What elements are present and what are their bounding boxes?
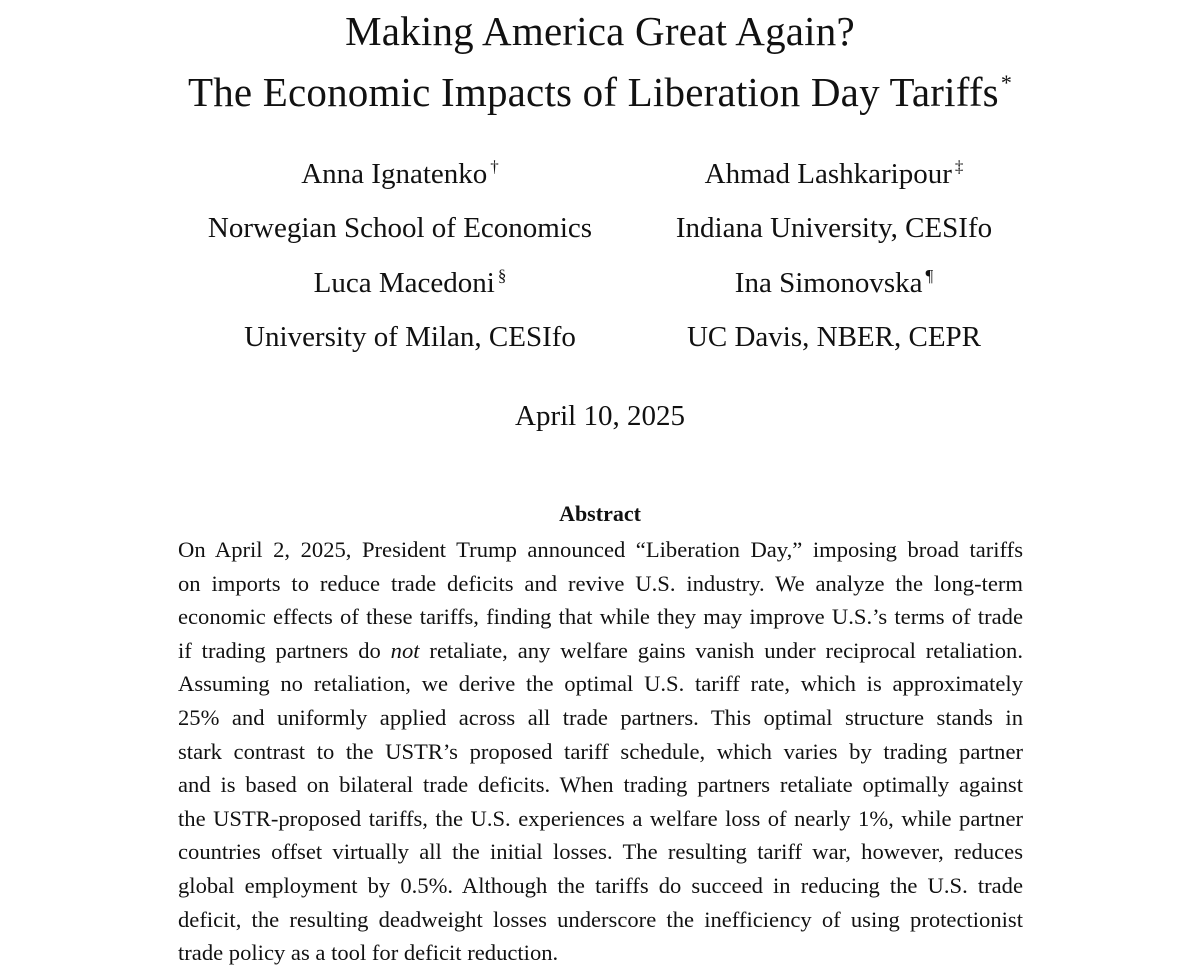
author-name: Ina Simonovska [734, 267, 923, 299]
author-affiliation: UC Davis, NBER, CEPR [686, 321, 982, 353]
paper-title-line-2 [0, 67, 1200, 124]
paper-title-text: The Economic Impacts of Liberation Day Tariffs [187, 69, 999, 115]
abstract-line: economic effects of these tariffs, finding that while they may improve U.S.’s terms of trade [178, 604, 1023, 630]
author-footnote-mark[interactable]: † [490, 157, 499, 176]
author-footnote-mark[interactable]: ‡ [954, 157, 964, 176]
author-affiliation: Indiana University, CESIfo [675, 212, 993, 244]
abstract-line: On April 2, 2025, President Trump announced “Liberation Day,” imposing broad tariffs [178, 537, 1023, 562]
abstract-emphasis: not [390, 637, 420, 663]
abstract-body [178, 533, 1023, 970]
author-block [634, 156, 1034, 246]
author-affiliation: University of Milan, CESIfo [244, 321, 576, 353]
abstract-line: global employment by 0.5%. Although the tariffs do succeed in reducing the U.S. trade [178, 872, 1023, 898]
author-footnote-mark[interactable]: ¶ [925, 266, 934, 285]
author-name: Ahmad Lashkaripour [704, 158, 952, 190]
author-name: Luca Macedoni [313, 267, 495, 299]
abstract-line: the USTR-proposed tariffs, the U.S. experiences a welfare loss of nearly 1%, while partner [178, 805, 1023, 831]
abstract-line: Assuming no retaliation, we derive the optimal U.S. tariff rate, which is approximately [178, 671, 1023, 697]
abstract-line: 25% and uniformly applied across all trade partners. This optimal structure stands in [178, 704, 1023, 730]
abstract-text: if trading partners do [178, 637, 391, 663]
abstract-line: on imports to reduce trade deficits and revive U.S. industry. We analyze the long-term [178, 570, 1023, 596]
abstract-line: stark contrast to the USTR’s proposed tariff schedule, which varies by trading partner [178, 738, 1023, 764]
author-name: Anna Ignatenko [301, 158, 488, 190]
abstract-line: deficit, the resulting deadweight losses underscore the inefficiency of using protectionist [178, 906, 1023, 932]
author-name-line [634, 265, 1034, 305]
author-footnote-mark[interactable]: § [497, 266, 507, 285]
abstract-line: and is based on bilateral trade deficits. When trading partners retaliate optimally against [178, 772, 1023, 798]
abstract-line: countries offset virtually all the initial losses. The resulting tariff war, however, reduces [178, 839, 1023, 865]
author-block [160, 156, 640, 246]
author-name-line [634, 156, 1034, 196]
author-block [634, 265, 1034, 355]
abstract-line [178, 634, 1023, 668]
title-footnote-mark[interactable]: * [1000, 70, 1013, 95]
paper-date: April 10, 2025 [515, 400, 685, 432]
author-name-line [170, 265, 650, 305]
abstract-text: retaliate, any welfare gains vanish under reciprocal retaliation. [419, 637, 1023, 663]
author-block [170, 265, 650, 355]
abstract-heading: Abstract [559, 501, 641, 526]
abstract-line: trade policy as a tool for deficit reduction. [178, 940, 559, 966]
author-affiliation: Norwegian School of Economics [207, 212, 593, 244]
paper-title-line-1: Making America Great Again? [345, 8, 855, 54]
author-name-line [160, 156, 640, 196]
